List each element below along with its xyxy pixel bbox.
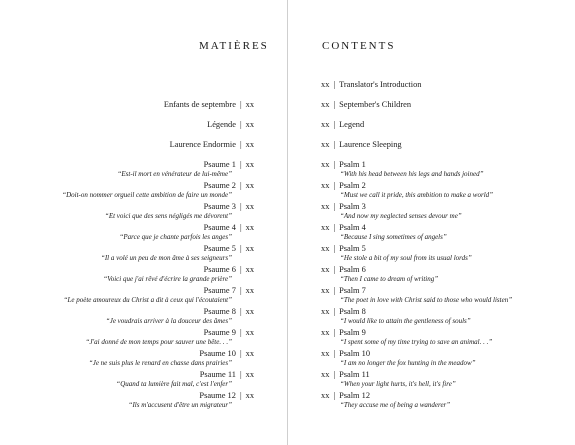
entry-epigraph: “I am no longer the fox hunting in the meadow” (340, 359, 476, 367)
page-number: xx (321, 286, 330, 295)
toc-entry-en (321, 202, 571, 223)
entry-title: Psalm 11 (339, 370, 370, 379)
entry-epigraph: “I spent some of my time trying to save an animal. . .” (340, 338, 493, 346)
separator: | (333, 370, 336, 379)
entry-title: Psalm 12 (339, 391, 371, 400)
entry-title: Psaume 4 (203, 223, 236, 232)
entry-epigraph: “Then I came to dream of writing” (340, 275, 439, 283)
page-number: xx (245, 265, 254, 274)
toc-line (321, 349, 571, 359)
toc-line (4, 265, 254, 275)
toc-line (321, 223, 571, 233)
right-toc (321, 80, 571, 412)
toc-entry-en (321, 328, 571, 349)
separator: | (333, 120, 336, 129)
toc-line (321, 202, 571, 212)
separator: | (333, 160, 336, 169)
entry-title: Psalm 1 (339, 160, 366, 169)
entry-title: Laurence Endormie (169, 140, 236, 149)
toc-entry-fr (4, 391, 254, 412)
page-number: xx (321, 244, 330, 253)
toc-entry-en (321, 160, 571, 181)
entry-epigraph: “J'ai donné de mon temps pour sauver une bête. . .” (85, 338, 232, 346)
entry-title: Psaume 6 (203, 265, 236, 274)
page-number: xx (321, 307, 330, 316)
separator: | (333, 140, 336, 149)
page-number: xx (245, 328, 254, 337)
entry-title: Enfants de septembre (163, 100, 236, 109)
separator: | (239, 100, 242, 109)
page-gutter (287, 0, 288, 445)
separator: | (239, 181, 242, 190)
entry-epigraph: “Est-il mort en vénérateur de lui-même” (117, 170, 232, 178)
separator: | (333, 286, 336, 295)
entry-title: Psaume 10 (199, 349, 236, 358)
toc-entry-fr (4, 140, 254, 160)
entry-title: Psalm 8 (339, 307, 366, 316)
separator: | (333, 391, 336, 400)
page-number: xx (321, 100, 330, 109)
page-number: xx (245, 349, 254, 358)
separator: | (239, 307, 242, 316)
separator: | (333, 349, 336, 358)
entry-epigraph: “The poet in love with Christ said to those who would listen” (340, 296, 513, 304)
toc-entry-fr (4, 160, 254, 181)
entry-title: September's Children (339, 100, 412, 109)
toc-line (4, 286, 254, 296)
separator: | (239, 370, 242, 379)
separator: | (333, 202, 336, 211)
separator: | (333, 100, 336, 109)
entry-title: Psaume 11 (199, 370, 236, 379)
toc-line (4, 307, 254, 317)
page-number: xx (321, 160, 330, 169)
page-number: xx (245, 244, 254, 253)
toc-line (4, 160, 254, 170)
page-number: xx (245, 140, 254, 149)
toc-entry-en (321, 307, 571, 328)
page-number: xx (321, 391, 330, 400)
page-number: xx (245, 307, 254, 316)
page-number: xx (245, 286, 254, 295)
entry-epigraph: “Ils m'accusent d'être un migrateur” (128, 401, 232, 409)
toc-line (4, 328, 254, 338)
page-number: xx (245, 100, 254, 109)
entry-epigraph: “He stole a bit of my soul from its usual lords” (340, 254, 472, 262)
page-number: xx (321, 370, 330, 379)
toc-line (321, 307, 571, 317)
entry-title: Psalm 4 (339, 223, 366, 232)
entry-epigraph: “Je ne suis plus le renard en chasse dans prairies” (88, 359, 232, 367)
entry-title: Legend (339, 120, 365, 129)
page-number: xx (245, 370, 254, 379)
toc-entry-en (321, 120, 571, 140)
entry-epigraph: “Voici que j'ai rêvé d'écrire la grande prière” (103, 275, 232, 283)
toc-line (321, 328, 571, 338)
separator: | (239, 391, 242, 400)
page-number: xx (321, 80, 330, 89)
toc-entry-en (321, 391, 571, 412)
toc-line (4, 370, 254, 380)
toc-entry-fr (4, 328, 254, 349)
toc-line (4, 223, 254, 233)
entry-title: Psaume 3 (203, 202, 236, 211)
toc-entry-fr (4, 286, 254, 307)
entry-epigraph: “I would like to attain the gentleness of souls” (340, 317, 471, 325)
entry-epigraph: “Because I sing sometimes of angels” (340, 233, 447, 241)
entry-title: Psaume 12 (199, 391, 236, 400)
toc-entry-fr (4, 349, 254, 370)
toc-entry-fr (4, 223, 254, 244)
toc-line (321, 265, 571, 275)
entry-epigraph: “Doit-on nommer orgueil cette ambition de faire un monde” (62, 191, 232, 199)
separator: | (333, 328, 336, 337)
toc-line (321, 100, 571, 110)
toc-entry-fr (4, 265, 254, 286)
page-number: xx (321, 140, 330, 149)
page-number: xx (321, 202, 330, 211)
page-number: xx (245, 181, 254, 190)
separator: | (333, 223, 336, 232)
toc-entry-en (321, 80, 571, 100)
entry-title: Psalm 9 (339, 328, 366, 337)
toc-entry-en (321, 100, 571, 120)
entry-title: Psalm 10 (339, 349, 371, 358)
entry-epigraph: “With his head between his legs and hands joined” (340, 170, 484, 178)
separator: | (239, 202, 242, 211)
toc-line (321, 80, 571, 90)
page-number: xx (245, 160, 254, 169)
entry-title: Psaume 5 (203, 244, 236, 253)
entry-title: Psaume 9 (203, 328, 236, 337)
page-number: xx (245, 202, 254, 211)
toc-line (4, 349, 254, 359)
toc-entry-fr (4, 370, 254, 391)
toc-line (4, 140, 254, 150)
toc-line (321, 140, 571, 150)
toc-entry-en (321, 244, 571, 265)
page-number: xx (245, 120, 254, 129)
entry-epigraph: “Le poète amoureux du Christ a dit à ceux qui l'écoutaient” (63, 296, 232, 304)
page-number: xx (245, 223, 254, 232)
separator: | (239, 349, 242, 358)
entry-epigraph: “Il a volé un peu de mon âme à ses seigneurs” (100, 254, 232, 262)
toc-line (4, 120, 254, 130)
entry-epigraph: “Must we call it pride, this ambition to make a world” (340, 191, 494, 199)
right-heading: CONTENTS (322, 40, 396, 52)
entry-epigraph: “And now my neglected senses devour me” (340, 212, 462, 220)
toc-line (4, 202, 254, 212)
separator: | (333, 181, 336, 190)
separator: | (239, 223, 242, 232)
entry-title: Légende (207, 120, 236, 129)
separator: | (239, 120, 242, 129)
page-number: xx (321, 265, 330, 274)
toc-entry-en (321, 181, 571, 202)
toc-entry-fr (4, 244, 254, 265)
entry-epigraph: “Je voudrais arriver à la douceur des âmes” (105, 317, 232, 325)
toc-entry-fr (4, 181, 254, 202)
toc-entry-en (321, 370, 571, 391)
page-number: xx (321, 349, 330, 358)
toc-line (321, 391, 571, 401)
toc-line (321, 160, 571, 170)
entry-title: Laurence Sleeping (339, 140, 402, 149)
entry-title: Psalm 3 (339, 202, 366, 211)
entry-title: Psalm 7 (339, 286, 366, 295)
entry-title: Translator's Introduction (339, 80, 422, 89)
left-heading: MATIÈRES (199, 40, 269, 52)
entry-title: Psalm 5 (339, 244, 366, 253)
separator: | (239, 140, 242, 149)
separator: | (239, 286, 242, 295)
entry-title: Psaume 2 (203, 181, 236, 190)
entry-epigraph: “When your light hurts, it's hell, it's fire” (340, 380, 456, 388)
toc-entry-fr (4, 120, 254, 140)
toc-line (4, 244, 254, 254)
separator: | (333, 307, 336, 316)
entry-title: Psalm 2 (339, 181, 366, 190)
toc-line (321, 286, 571, 296)
page-number: xx (321, 223, 330, 232)
toc-line (321, 370, 571, 380)
toc-line (321, 120, 571, 130)
page-number: xx (321, 181, 330, 190)
entry-title: Psaume 1 (203, 160, 236, 169)
toc-entry-fr (4, 307, 254, 328)
toc-line (321, 181, 571, 191)
separator: | (333, 265, 336, 274)
page-number: xx (321, 328, 330, 337)
toc-line (321, 244, 571, 254)
entry-title: Psaume 8 (203, 307, 236, 316)
entry-title: Psaume 7 (203, 286, 236, 295)
entry-epigraph: “Quand ta lumière fait mal, c'est l'enfer” (116, 380, 232, 388)
toc-line (4, 181, 254, 191)
entry-epigraph: “They accuse me of being a wanderer” (340, 401, 451, 409)
toc-line (4, 100, 254, 110)
toc-entry-en (321, 140, 571, 160)
entry-title: Psalm 6 (339, 265, 366, 274)
toc-entry-fr (4, 202, 254, 223)
separator: | (239, 328, 242, 337)
page-number: xx (245, 391, 254, 400)
separator: | (239, 265, 242, 274)
toc-line (4, 391, 254, 401)
toc-entry-en (321, 286, 571, 307)
entry-epigraph: “Et voici que des sens négligés me dévorent” (104, 212, 232, 220)
toc-entry-en (321, 349, 571, 370)
toc-entry-fr (4, 100, 254, 120)
separator: | (333, 244, 336, 253)
page-number: xx (321, 120, 330, 129)
left-toc (4, 100, 254, 412)
entry-epigraph: “Parce que je chante parfois les anges” (119, 233, 232, 241)
toc-entry-en (321, 223, 571, 244)
separator: | (239, 244, 242, 253)
separator: | (333, 80, 336, 89)
toc-entry-en (321, 265, 571, 286)
separator: | (239, 160, 242, 169)
